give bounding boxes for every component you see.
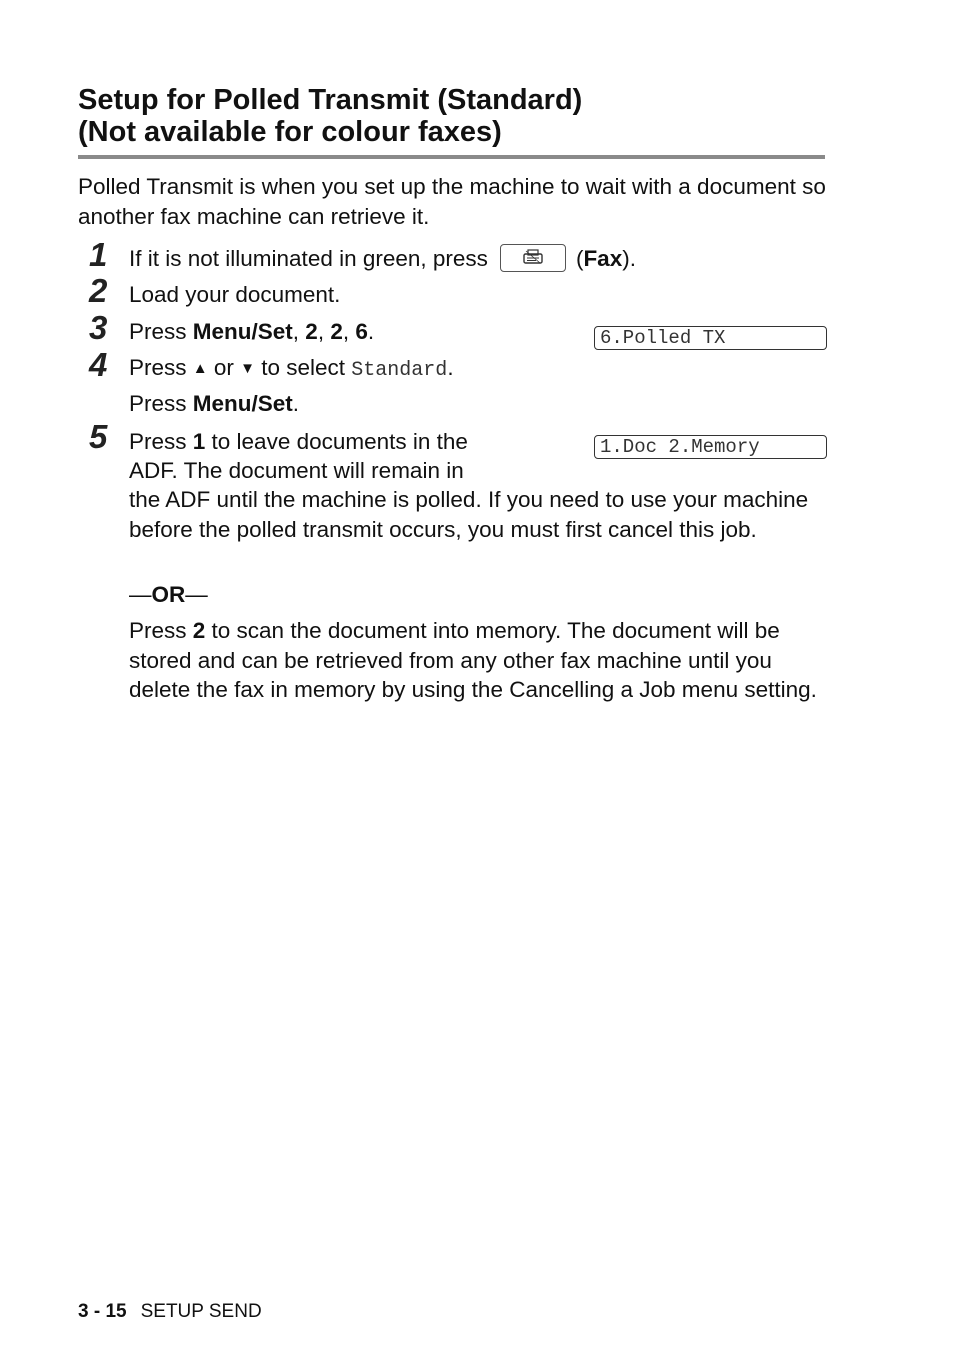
step-number-1: 1 [89,236,108,273]
lcd-display-doc-memory: 1.Doc 2.Memory [594,435,827,459]
step-4-press-menu-set: Press Menu/Set. [129,391,300,416]
step-number-4: 4 [89,346,108,383]
lcd-display-polled-tx: 6.Polled TX [594,326,827,350]
fax-key-label: Fax [583,246,623,271]
step-5-line-2: ADF. The document will remain in [129,458,464,483]
step-2-text: Load your document. [129,282,341,307]
step-number-5: 5 [89,418,108,455]
fax-key-icon [500,244,566,272]
page-footer [78,1301,262,1323]
step-5-alternative: Press 2 to scan the document into memory. The document will be stored and can be retrieved from any other fax machine until you delete the fax in memory by using the Cancelling a Job menu setting. [129,618,817,703]
section-name: SETUP SEND [140,1301,262,1322]
step-number-3: 3 [89,309,108,346]
title-rule [78,155,825,159]
or-separator: —OR— [129,582,208,607]
step-5-paragraph: the ADF until the machine is polled. If you need to use your machine before the polled transmit occurs, you must first cancel this job. [129,487,809,542]
down-arrow-icon: ▼ [240,360,255,377]
title-line-2: (Not available for colour faxes) [78,116,502,148]
title-line-1: Setup for Polled Transmit (Standard) [78,84,583,116]
step-4-text: Press ▲ or ▼ to select Standard. [129,355,454,382]
up-arrow-icon: ▲ [192,360,208,377]
step-5-line-1: Press 1 to leave documents in the [129,429,468,454]
step-3-text: Press Menu/Set, 2, 2, 6. [129,319,375,344]
page-number: 3 - 15 [78,1301,127,1322]
step-number-2: 2 [89,272,108,309]
intro-paragraph: Polled Transmit is when you set up the machine to wait with a document so another fax machine can retrieve it. [78,174,826,229]
option-standard: Standard [351,359,448,382]
step-1-text: If it is not illuminated in green, press (Fax). [129,246,636,271]
page-title [78,84,582,148]
